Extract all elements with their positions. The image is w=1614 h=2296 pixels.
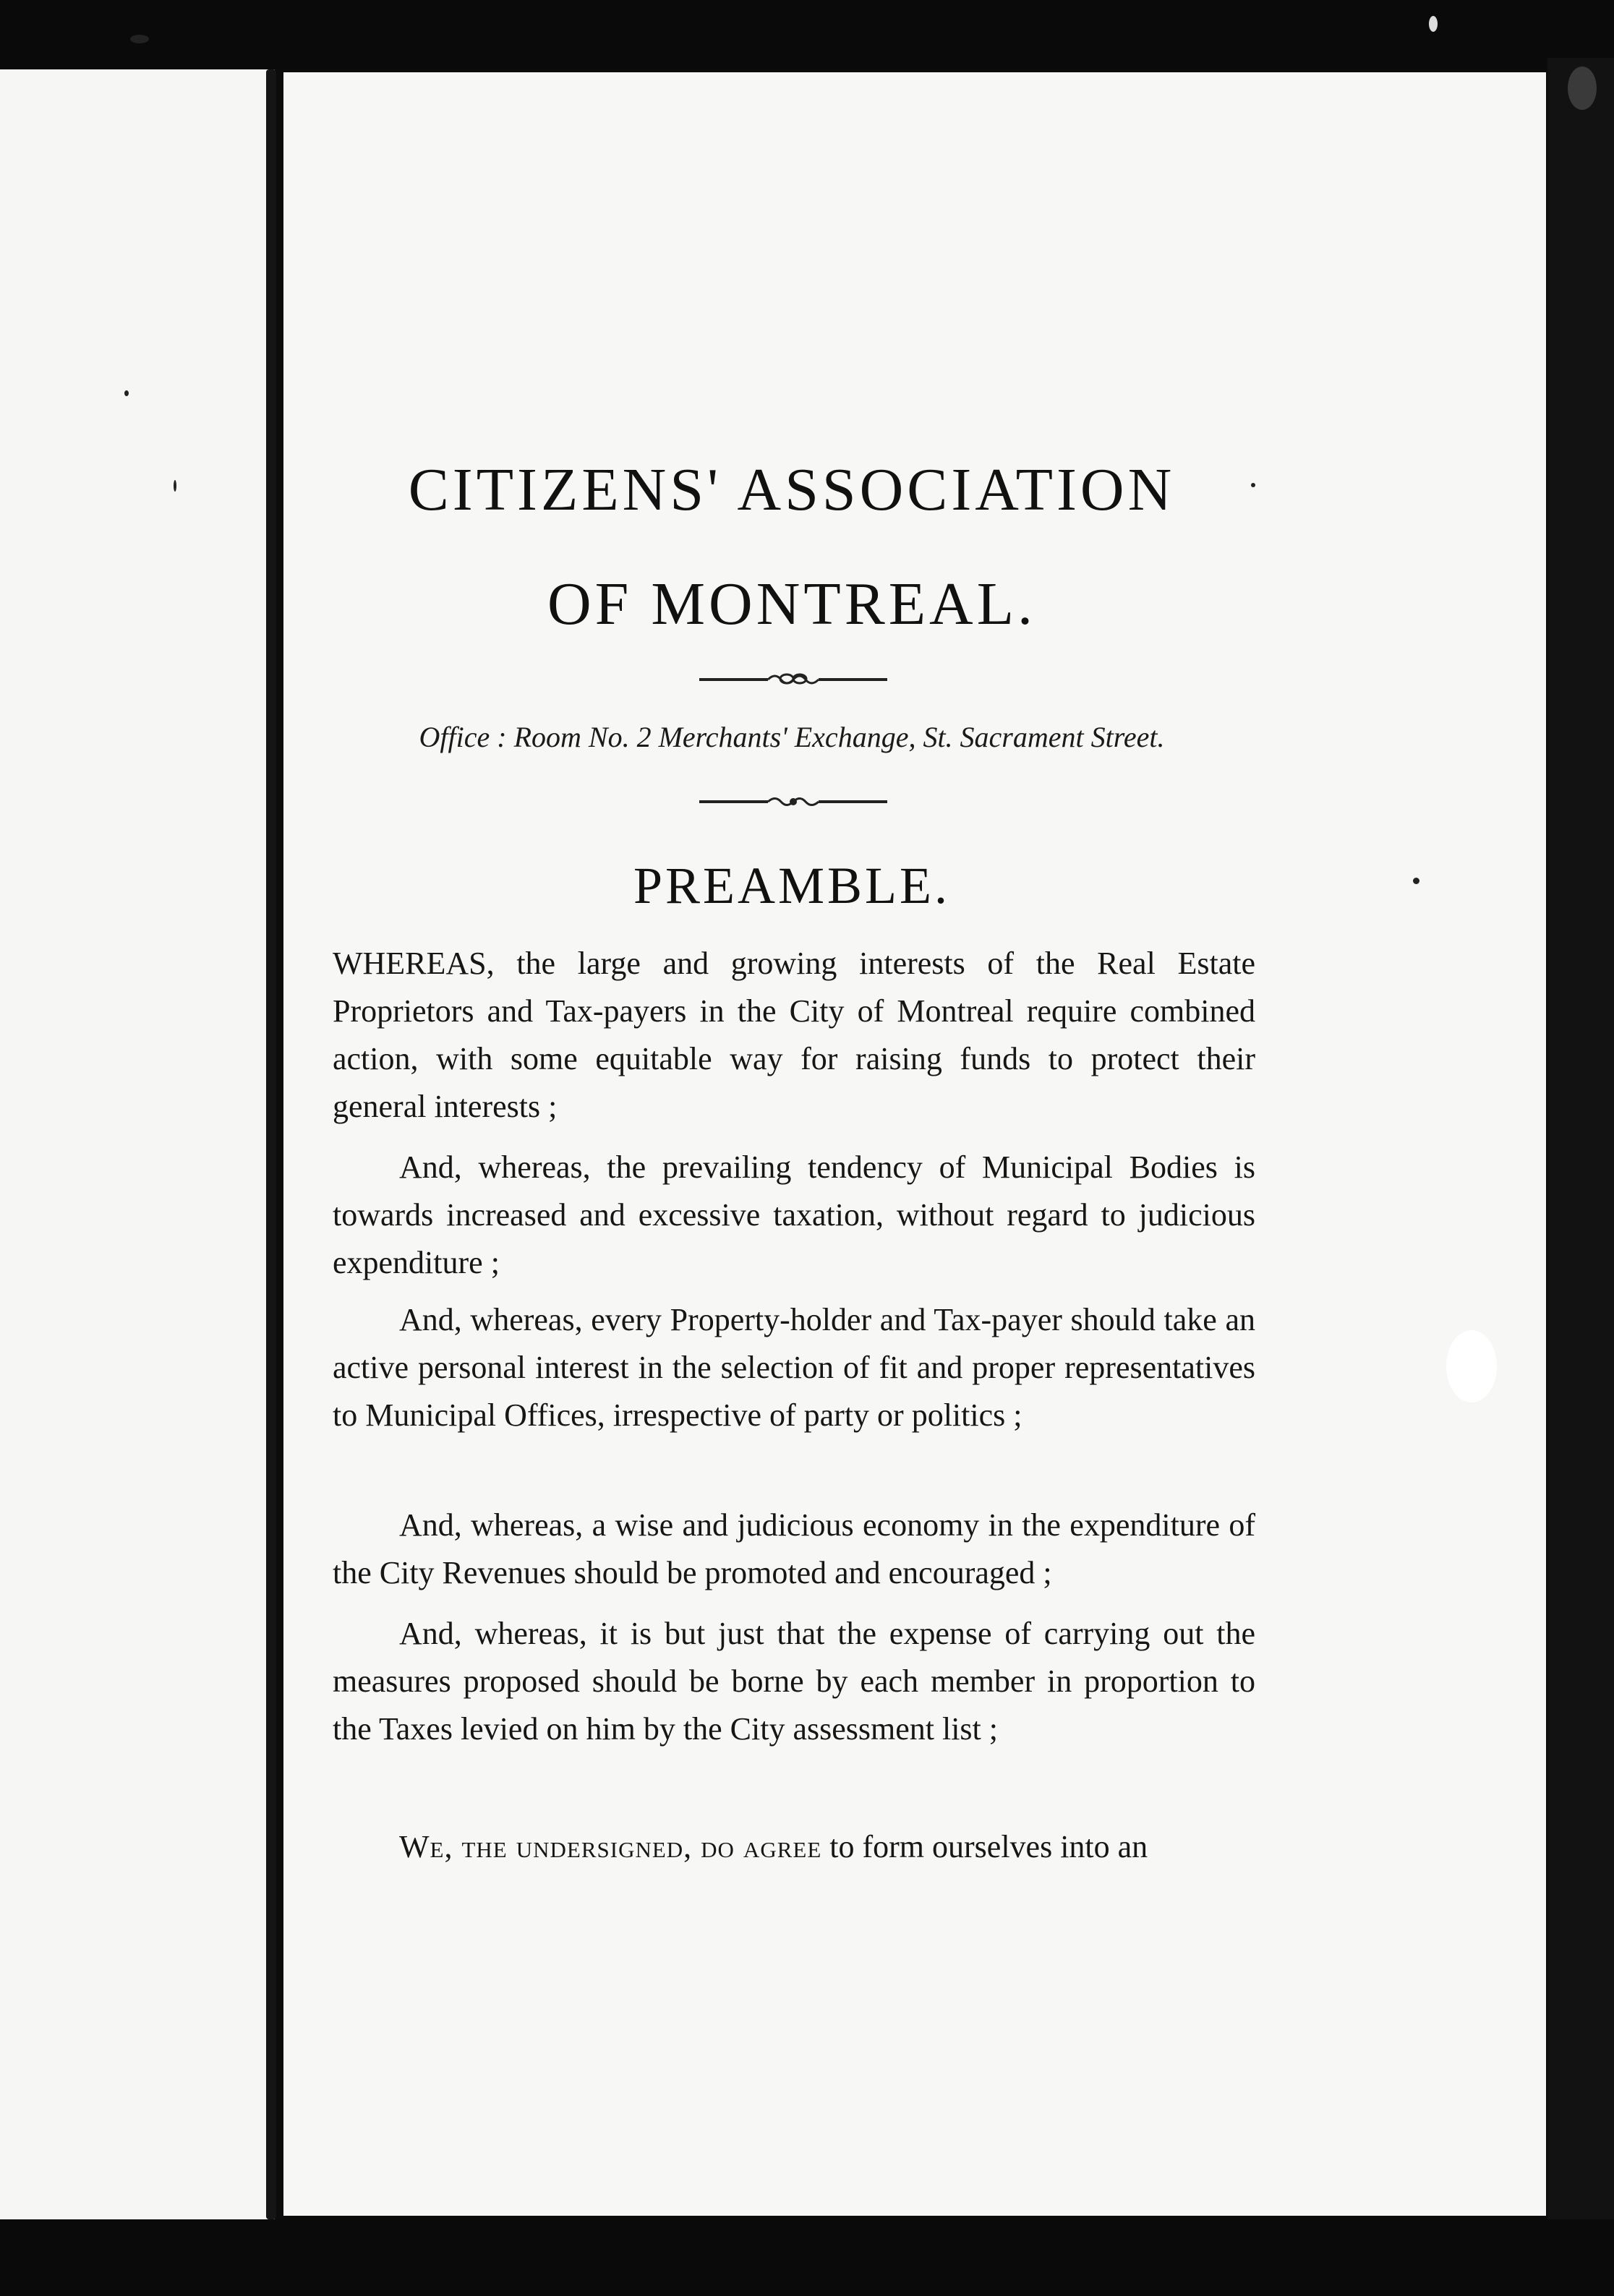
title-line-1: CITIZENS' ASSOCIATION bbox=[408, 456, 1176, 523]
scan-speck bbox=[130, 35, 149, 43]
preamble-paragraph: WHEREAS, the large and growing interests of the Real Estate Proprietors and Tax-payers in the City of Montreal require combined action, with some equitable way for raising funds to protect their general interests ; bbox=[333, 946, 1255, 1124]
scan-right-border bbox=[1547, 58, 1614, 2227]
preamble-paragraph: And, whereas, a wise and judicious economy in the expenditure of the City Revenues should be promoted and encouraged ; bbox=[333, 1507, 1255, 1590]
office-address: Office : Room No. 2 Merchants' Exchange, St. Sacrament Street. bbox=[419, 721, 1165, 753]
scan-speck bbox=[1413, 878, 1419, 884]
ornament-divider-1 bbox=[696, 665, 891, 694]
closing-paragraph bbox=[333, 1823, 1255, 1871]
ornament-divider-2 bbox=[696, 791, 891, 813]
section-title: PREAMBLE. bbox=[633, 857, 951, 914]
facing-page bbox=[0, 69, 275, 2219]
preamble-paragraph: And, whereas, every Property-holder and Tax-payer should take an active personal interest in the selection of fit and proper representatives to Municipal Offices, irrespective of party or politics ; bbox=[333, 1302, 1255, 1433]
book-spine bbox=[266, 69, 276, 2219]
scan-bottom-border bbox=[0, 2219, 1614, 2296]
preamble-paragraph: And, whereas, it is but just that the expense of carrying out the measures proposed should be borne by each member in proportion to the Taxes levied on him by the City assessment list ; bbox=[333, 1616, 1255, 1747]
title-line-2: OF MONTREAL. bbox=[547, 570, 1036, 638]
scan-speck bbox=[1568, 67, 1597, 110]
scan-speck bbox=[1429, 16, 1438, 32]
scan-paper-spot bbox=[1446, 1330, 1497, 1402]
scan-top-border bbox=[0, 0, 1614, 69]
closing-rest: to form ourselves into an bbox=[821, 1829, 1148, 1864]
closing-lead: We, the undersigned, do agree bbox=[399, 1829, 822, 1864]
scan-speck bbox=[124, 390, 129, 396]
scan-speck bbox=[174, 480, 176, 492]
preamble-paragraph: And, whereas, the prevailing tendency of Municipal Bodies is towards increased and excessive taxation, without regard to judicious expenditure ; bbox=[333, 1149, 1255, 1280]
